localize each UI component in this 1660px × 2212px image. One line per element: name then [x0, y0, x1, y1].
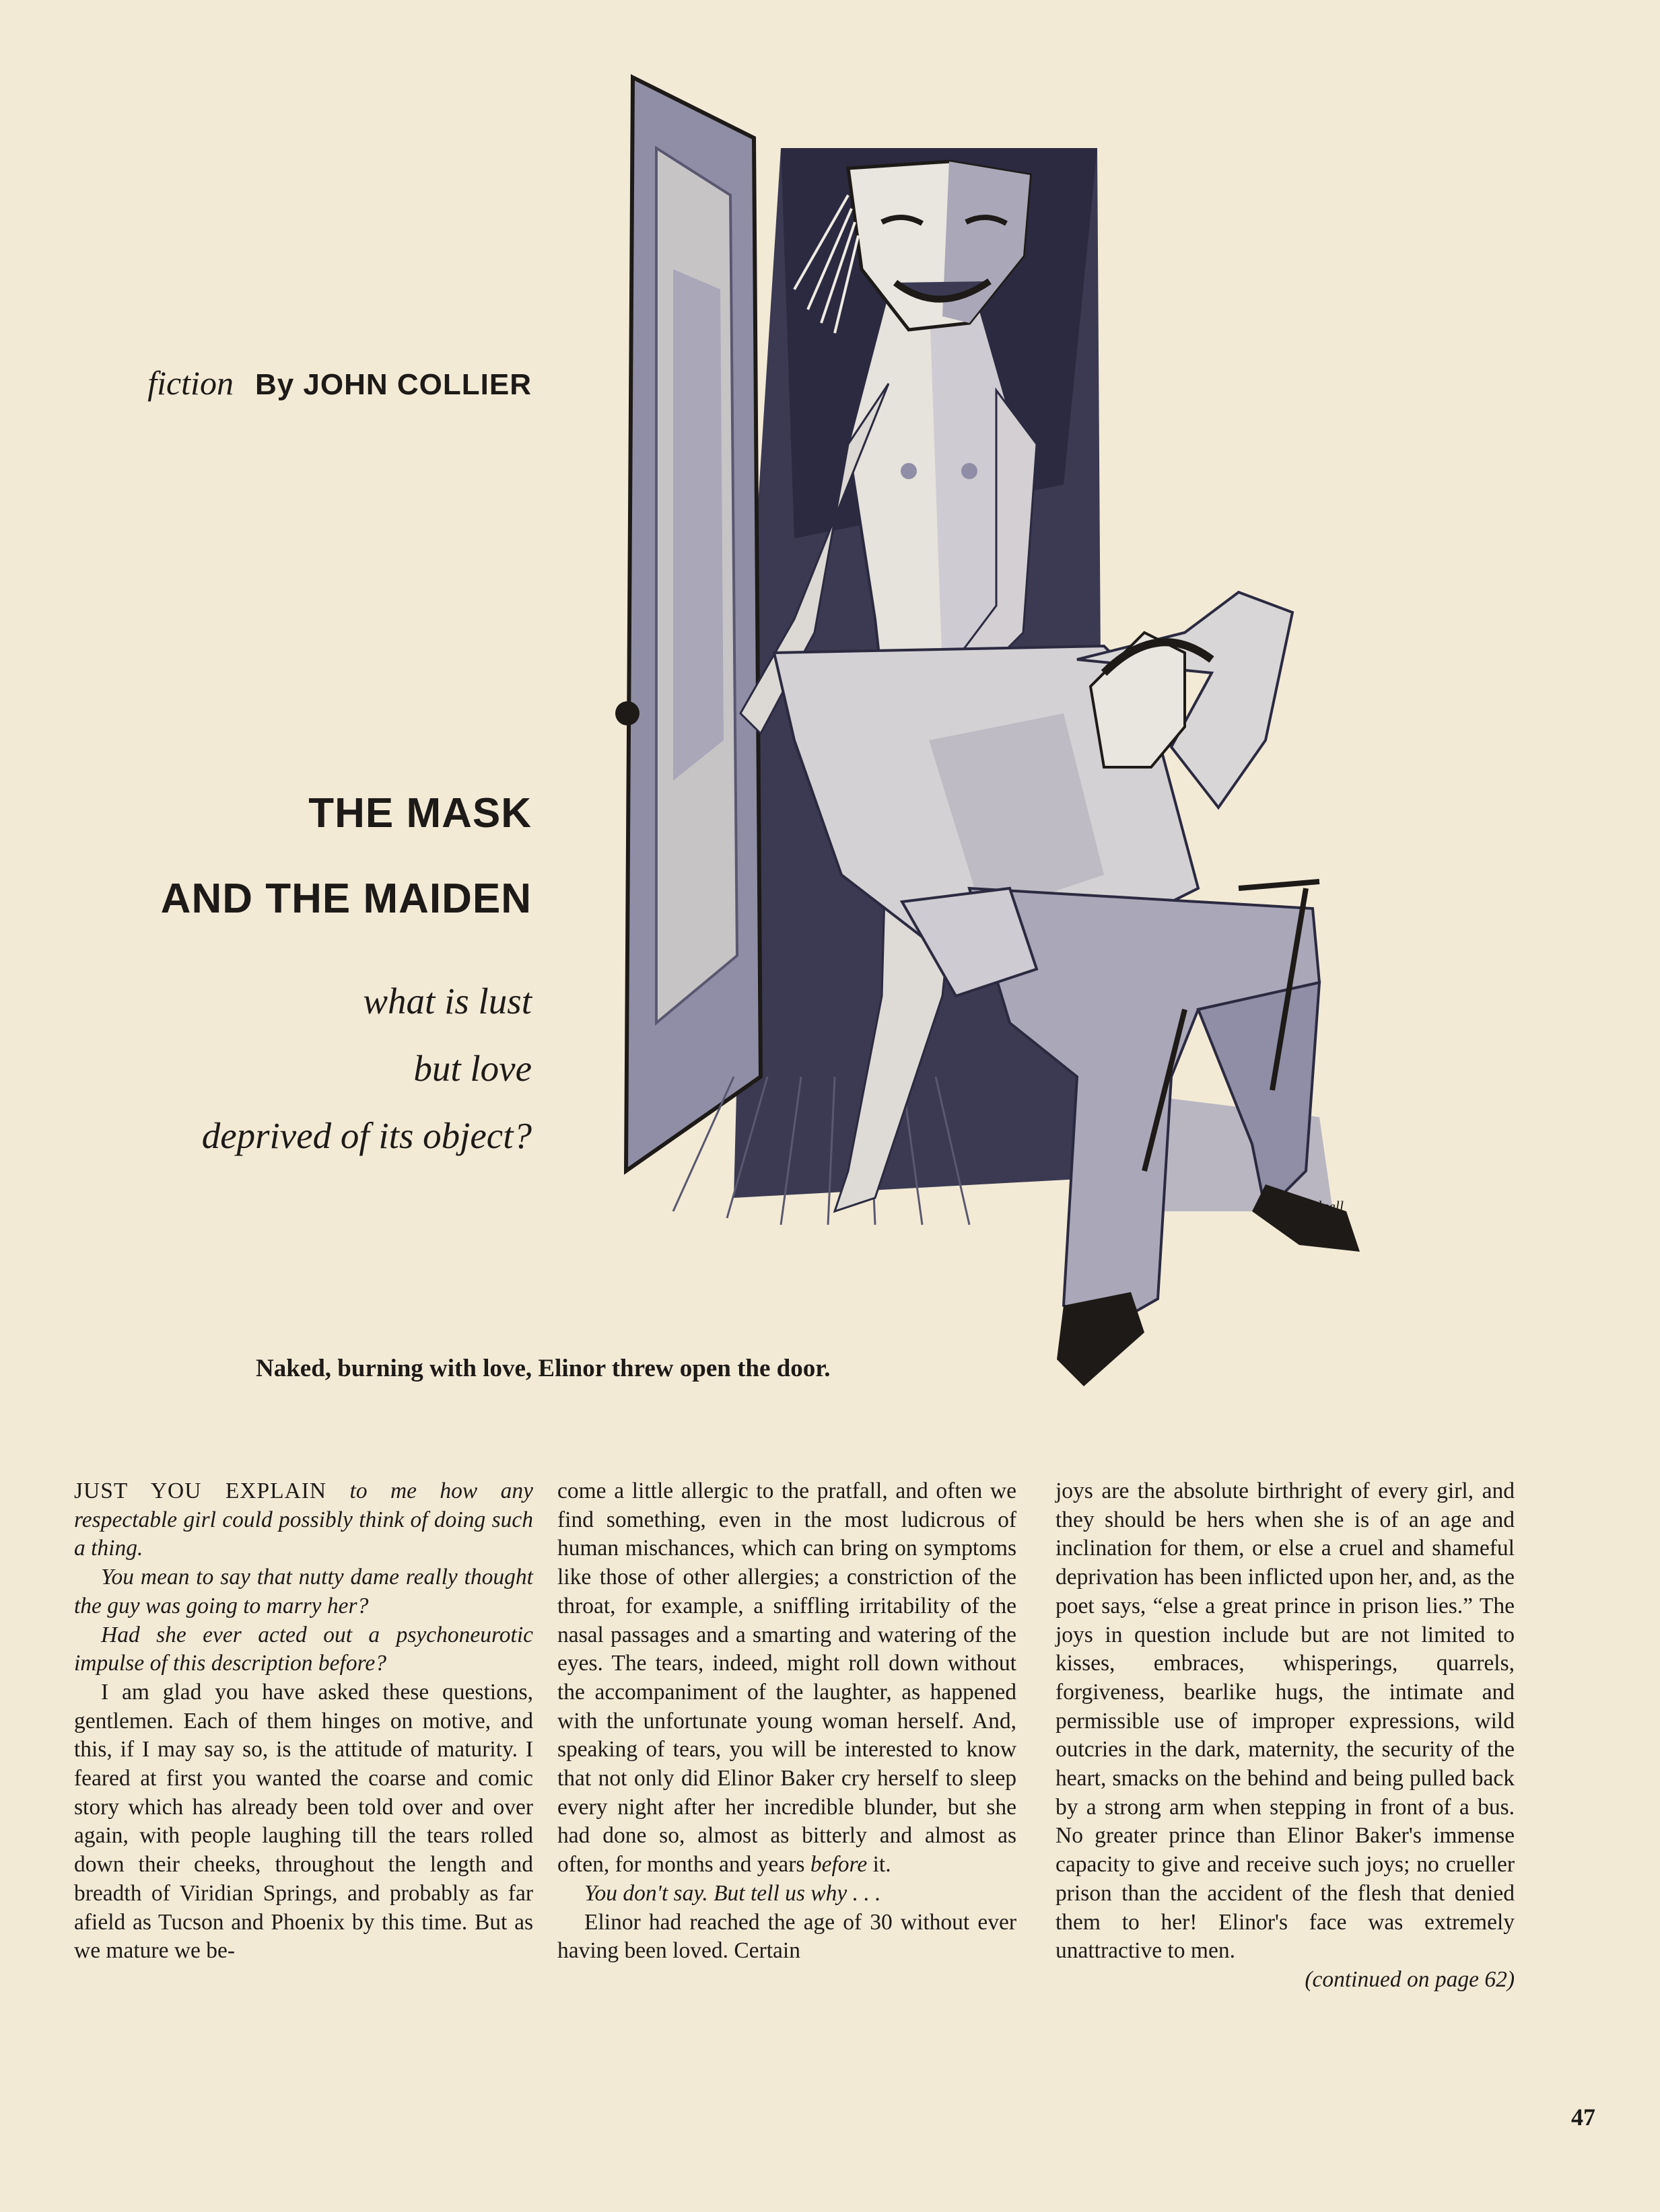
subtitle-line-3: deprived of its object?	[201, 1115, 532, 1156]
question-paragraph: You mean to say that nutty dame really thought the guy was going to marry her?	[74, 1565, 533, 1618]
lead-in-caps: JUST YOU EXPLAIN	[74, 1478, 327, 1503]
artist-signature: hodgell	[1299, 1198, 1344, 1215]
paragraph-text: it.	[867, 1852, 891, 1878]
paragraph: Elinor had reached the age of 30 without ever having been loved. Certain	[557, 1909, 1016, 1964]
story-illustration	[592, 67, 1420, 1400]
article-column-3	[1056, 1477, 1515, 1995]
continued-note: (continued on page 62)	[1305, 1966, 1515, 1992]
paragraph	[557, 1477, 1016, 1880]
paragraph: joys are the absolute birthright of every girl, and they should be hers when she is of an age and inclination for them, or else a cruel and shameful deprivation has been inflicted upon her, and, as the poet says, “else a great prince in prison lies.” The joys in question include but are not limited to kisses, embraces, whisperings, quarrels, forgiveness, bearlike hugs, the intimate and permissible use of improper expressions, wild outcries in the dark, maternity, the security of the heart, smacks on the behind and being pulled back by a strong arm when stepping in front of a bus. No greater prince than Elinor Baker's immense capacity to give and receive such joys; no crueller prison than the accident of the flesh that denied them to her! Elinor's face was extremely unattractive to men.	[1056, 1478, 1515, 1964]
title-line-1: THE MASK	[308, 790, 532, 836]
article-column-2	[557, 1477, 1016, 1966]
byline-author: By JOHN COLLIER	[254, 368, 532, 401]
emphasis: before	[810, 1852, 868, 1878]
byline-prefix: fiction	[147, 364, 234, 402]
title-line-2: AND THE MAIDEN	[160, 876, 532, 922]
subtitle-line-1: what is lust	[363, 980, 532, 1022]
byline	[141, 363, 532, 402]
question-paragraph: Had she ever acted out a psychoneurotic impulse of this description before?	[74, 1622, 533, 1676]
article-column-1	[74, 1477, 533, 1966]
door-knob	[615, 701, 639, 725]
lead-question: to me how any respectable girl could possibly think of doing such a thing.	[74, 1478, 533, 1561]
paragraph: I am glad you have asked these questions, gentlemen. Each of them hinges on motive, and this, if I may say so, is the attitude of maturity. I feared at first you wanted the coarse and comic story which has already been told over and over again, with people laughing till the tears rolled down their cheeks, throughout the length and breadth of Viridian Springs, and probably as far afield as Tucson and Phoenix by this time. But as we mature we be-	[74, 1679, 533, 1964]
page-number: 47	[1571, 2104, 1595, 2131]
illustration-caption: Naked, burning with love, Elinor threw open the door.	[256, 1355, 831, 1382]
paragraph	[74, 1477, 533, 1563]
subtitle-line-2: but love	[413, 1048, 532, 1089]
question-paragraph: You don't say. But tell us why . . .	[584, 1880, 881, 1906]
paragraph-text: come a little allergic to the pratfall, and often we find something, even in the most ludicrous of human mischances, which can bring on symptoms like those of other allergies; a constriction of the throat, for example, a sniffling irritability of the nasal passages and a smarting and watering of the eyes. The tears, indeed, might roll down without the accompaniment of the laughter, as happened with the unfortunate young woman herself. And, speaking of tears, you will be interested to know that not only did Elinor Baker cry herself to sleep every night after her incredible blunder, but she had done so, almost as bitterly and almost as often, for months and years	[557, 1478, 1016, 1878]
